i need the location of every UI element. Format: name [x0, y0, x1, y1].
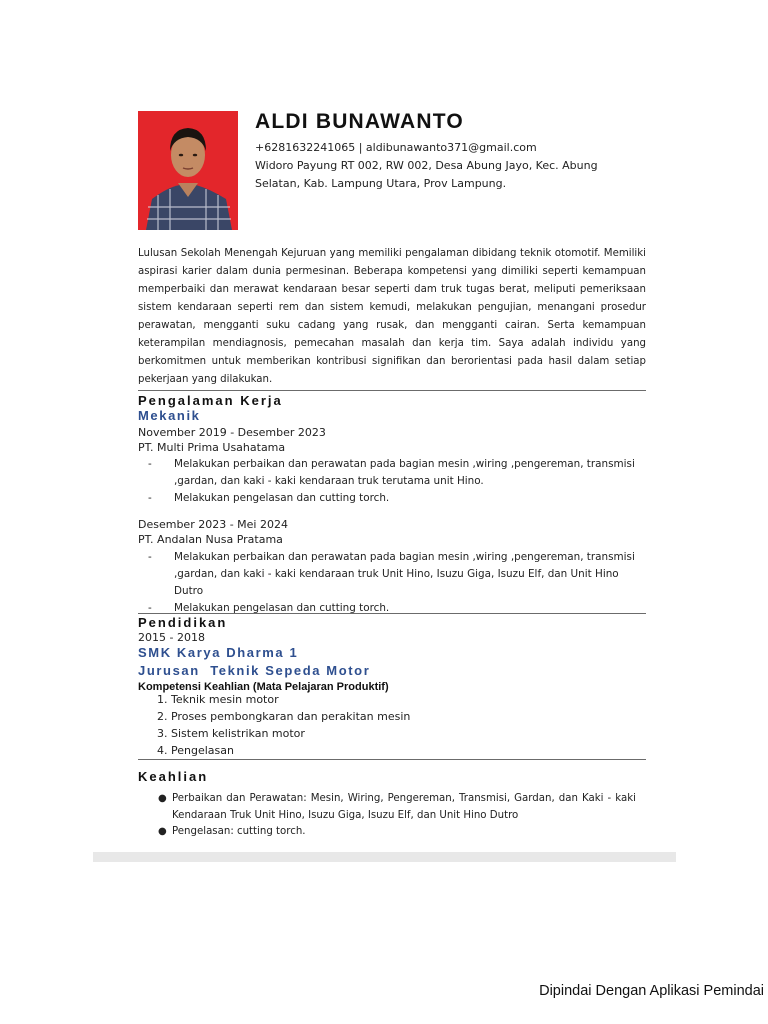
scanner-watermark: Dipindai Dengan Aplikasi Pemindai	[539, 983, 764, 999]
contact-block	[255, 139, 635, 193]
list-item: 2. Proses pembongkaran dan perakitan mesin	[157, 710, 411, 723]
list-item: 1. Teknik mesin motor	[157, 693, 279, 706]
education-period: 2015 - 2018	[138, 631, 205, 644]
job-company: PT. Andalan Nusa Pratama	[138, 533, 283, 546]
competency-list	[157, 691, 410, 759]
phone-email: +6281632241065 | aldibunawanto371@gmail.com	[255, 141, 537, 154]
competency-title: Kompetensi Keahlian (Mata Pelajaran Produktif)	[138, 681, 389, 693]
divider	[138, 759, 646, 760]
candidate-name: ALDI BUNAWANTO	[255, 110, 464, 133]
experience-role: Mekanik	[138, 408, 201, 423]
job-company: PT. Multi Prima Usahatama	[138, 441, 286, 454]
education-section-title: Pendidikan	[138, 615, 228, 630]
address-line-2: Selatan, Kab. Lampung Utara, Prov Lampung.	[255, 177, 507, 190]
list-item: 3. Sistem kelistrikan motor	[157, 727, 305, 740]
address-line-1: Widoro Payung RT 002, RW 002, Desa Abung Jayo, Kec. Abung	[255, 159, 598, 172]
experience-section-title: Pengalaman Kerja	[138, 393, 283, 408]
divider	[138, 613, 646, 614]
skill-item: ● Perbaikan dan Perawatan: Mesin, Wiring, Pengereman, Transmisi, Gardan, dan Kaki - kaki Kendaraan Truk Unit Hino, Isuzu Giga, Isuzu Elf, dan Unit Hino Dutro	[158, 793, 636, 821]
school-name: SMK Karya Dharma 1	[138, 645, 299, 660]
profile-summary: Lulusan Sekolah Menengah Kejuruan yang memiliki pengalaman dibidang teknik otomotif. Memiliki aspirasi karier dalam dunia permesinan. Beberapa kompetensi yang dimiliki seperti kemampuan memperbaiki dan merawat kendaraan besar seperti dam truk tugas berat, meliputi pemeriksaan sistem kendaraan seperti rem dan sistem kemudi, melakukan pengujian, menangani prosedur perawatan, mengganti suku cadang yang rusak, dan mengganti cairan. Serta kemampuan keterampilan mendiagnosis, pemecahan masalah dan kerja tim. Saya adalah individu yang berkomitmen untuk memberikan kontribusi signifikan dan berorientasi pada hasil dalam setiap pekerjaan yang dilakukan.	[138, 248, 646, 385]
profile-photo	[138, 111, 238, 230]
job-period: November 2019 - Desember 2023	[138, 426, 326, 439]
school-major: Jurusan Teknik Sepeda Motor	[138, 663, 371, 678]
job-task: - Melakukan perbaikan dan perawatan pada bagian mesin ,wiring ,pengereman, transmisi ,gardan, dan kaki - kaki kendaraan truk Unit Hino, Isuzu Giga, Isuzu Elf, dan Unit Hino Dutro	[148, 551, 635, 597]
job-task: - Melakukan perbaikan dan perawatan pada bagian mesin ,wiring ,pengereman, transmisi ,gardan, dan kaki - kaki kendaraan truk terutama unit Hino.	[148, 458, 635, 487]
list-item: 4. Pengelasan	[157, 744, 234, 757]
skill-item: ● Pengelasan: cutting torch.	[158, 826, 306, 837]
divider	[138, 390, 646, 391]
job-task: - Melakukan pengelasan dan cutting torch.	[148, 492, 390, 504]
page-bottom-bar	[93, 852, 676, 862]
skills-section-title: Keahlian	[138, 769, 209, 784]
job-period: Desember 2023 - Mei 2024	[138, 518, 288, 531]
job-task: - Melakukan pengelasan dan cutting torch.	[148, 602, 390, 614]
